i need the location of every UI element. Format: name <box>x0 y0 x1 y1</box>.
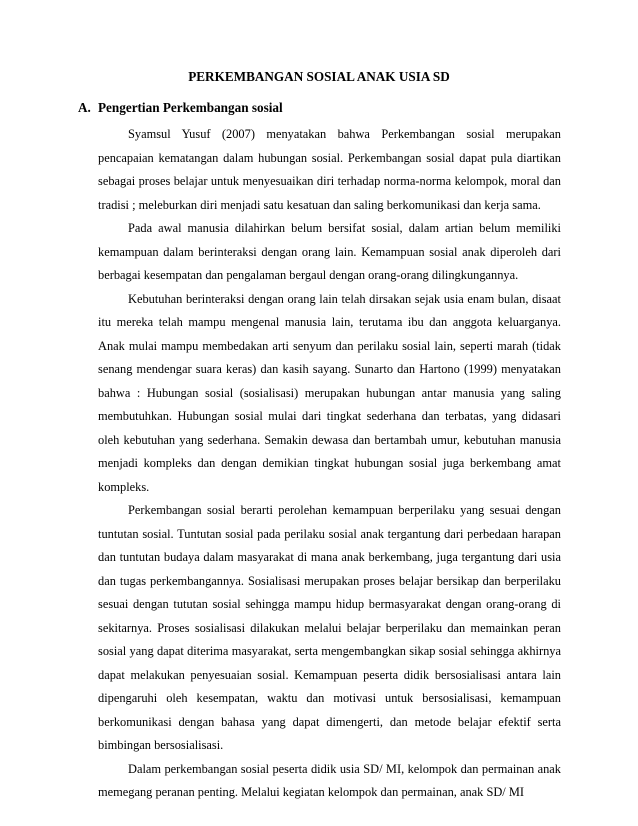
paragraph-3: Kebutuhan berinteraksi dengan orang lain telah dirsakan sejak usia enam bulan, disaat itu mereka telah mampu mengenal manusia lain, terutama ibu dan anggota keluarganya. Anak mulai mampu membedakan arti senyum dan perilaku sosial lain, seperti marah (tidak senang mendengar suara keras) dan kasih sayang. Sunarto dan Hartono (1999) menyatakan bahwa : Hubungan sosial (sosialisasi) merupakan hubungan antar manusia yang saling membutuhkan. Hubungan sosial mulai dari tingkat sederhana dan terbatas, yang didasari oleh kebutuhan yang sederhana. Semakin dewasa dan bertambah umur, kebutuhan manusia menjadi kompleks dan dengan demikian tingkat hubungan sosial juga berkembang amat kompleks. <box>98 291 561 494</box>
page-title: PERKEMBANGAN SOSIAL ANAK USIA SD <box>188 69 450 84</box>
section-heading <box>78 99 283 117</box>
section-letter: A. <box>78 100 91 115</box>
paragraph-2: Pada awal manusia dilahirkan belum bersifat sosial, dalam artian belum memiliki kemampuan dalam berinteraksi dengan orang lain. Kemampuan sosial anak diperoleh dari berbagai kesempatan dan pengalaman bergaul dengan orang-orang dilingkungannya. <box>98 221 561 282</box>
paragraph-1: Syamsul Yusuf (2007) menyatakan bahwa Perkembangan sosial merupakan pencapaian kematangan dalam hubungan sosial. Perkembangan sosial dapat pula diartikan sebagai proses belajar untuk menyesuaikan diri terhadap norma-norma kelompok, moral dan tradisi ; meleburkan diri menjadi satu kesatuan dan saling berkomunikasi dan kerja sama. <box>98 127 561 212</box>
paragraph-4: Perkembangan sosial berarti perolehan kemampuan berperilaku yang sesuai dengan tuntutan sosial. Tuntutan sosial pada perilaku sosial anak tergantung dari perbedaan harapan dan tuntutan budaya dalam masyarakat di mana anak berkembang, juga tergantung dari usia dan tugas perkembangannya. Sosialisasi merupakan proses belajar bersikap dan berperilaku sesuai dengan tututan sosial sehingga mampu hidup bermasyarakat dengan orang-orang di sekitarnya. Proses sosialisasi dilakukan melalui belajar berperilaku dan memainkan peran sosial yang dapat diterima masyarakat, serta mengembangkan sikap sosial sehingga akhirnya dapat melakukan penyesuaian sosial. Kemampuan peserta didik bersosialisasi antara lain dipengaruhi oleh kesempatan, waktu dan motivasi untuk bersosialisasi, kemampuan berkomunikasi dengan bahasa yang dapat dimengerti, dan metode belajar efektif serta bimbingan bersosialisasi. <box>98 503 561 752</box>
paragraph-5: Dalam perkembangan sosial peserta didik usia SD/ MI, kelompok dan permainan anak memegang peranan penting. Melalui kegiatan kelompok dan permainan, anak SD/ MI <box>98 761 561 799</box>
section-heading-text: Pengertian Perkembangan sosial <box>98 100 283 115</box>
body-text <box>98 123 561 805</box>
